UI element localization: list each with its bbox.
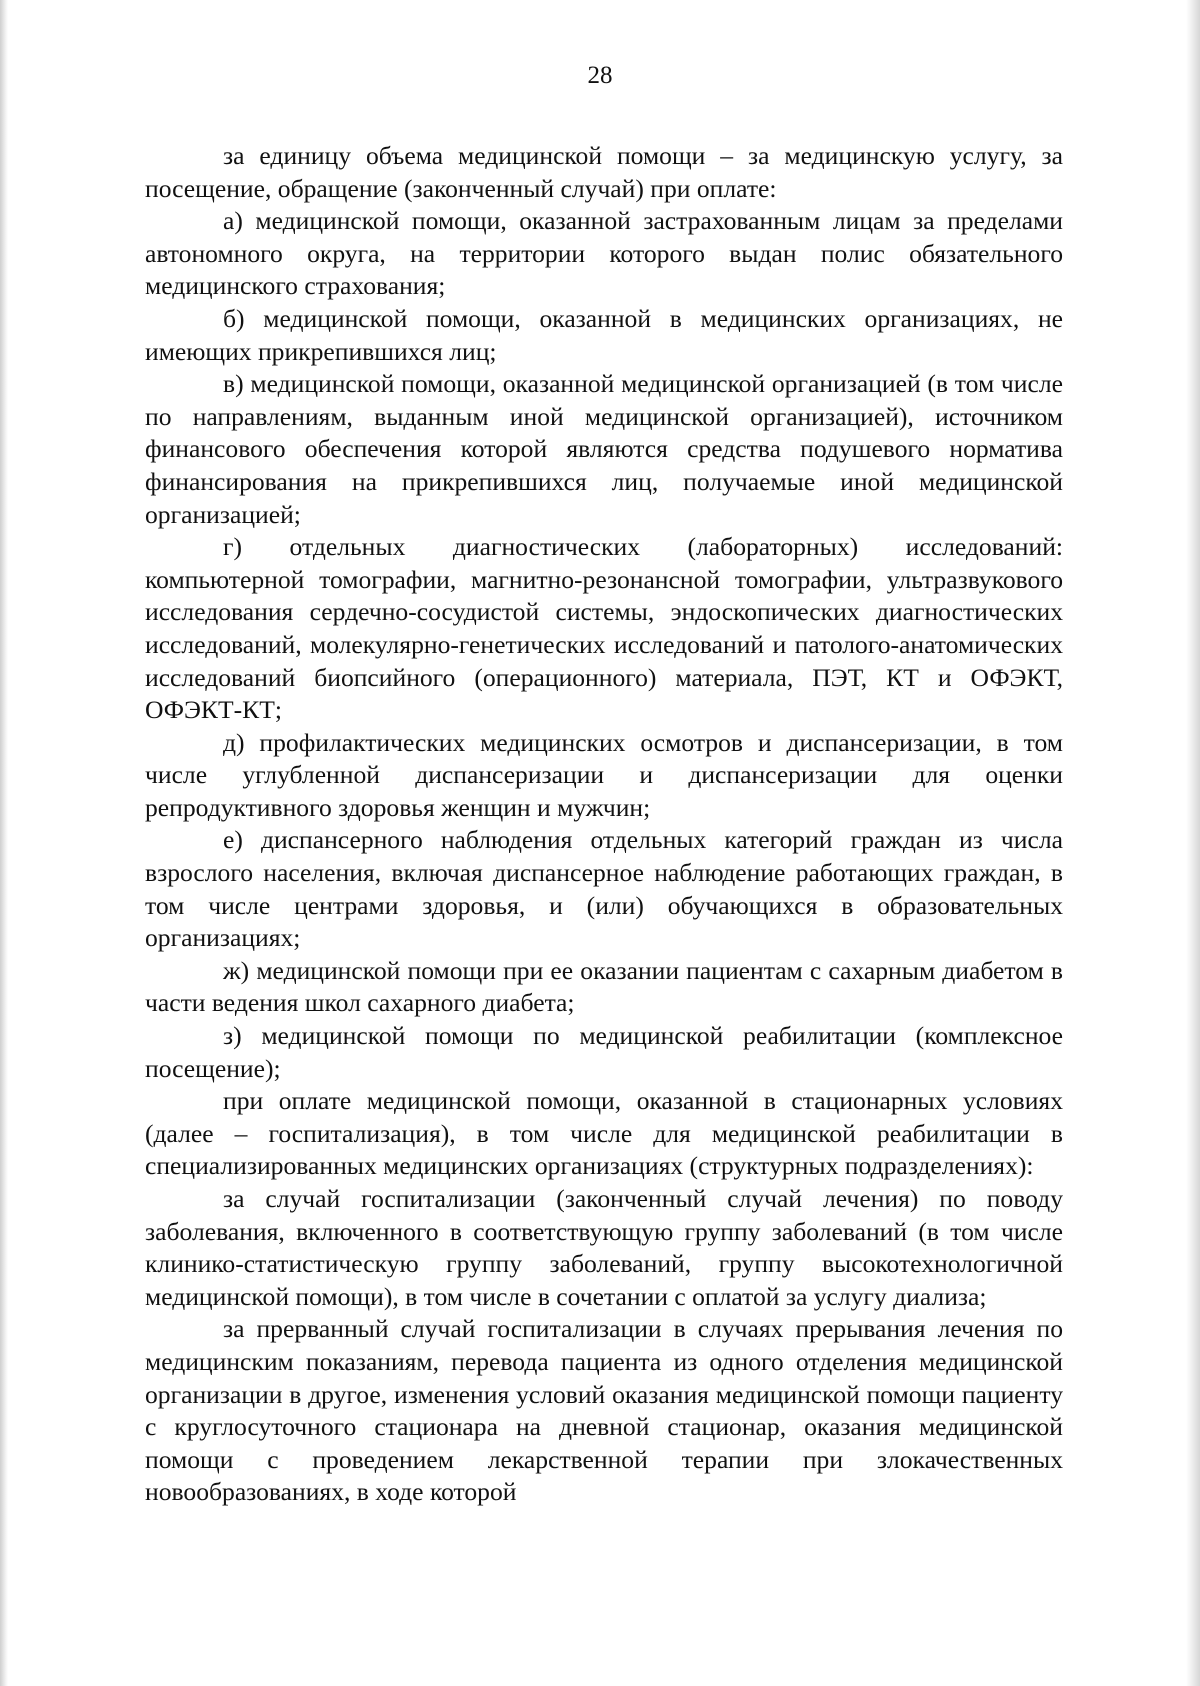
paragraph-interrupted-case: за прерванный случай госпитализации в случаях прерывания лечения по медицинским показаниям, перевода пациента из одного отделения медицинской организации в другое, изменения условий оказания медицинской помощи пациенту с круглосуточного стационара на дневной стационар, оказания медицинской помощи с проведением лекарственной терапии при злокачественных новообразованиях, в ходе которой xyxy=(145,1314,1063,1507)
paragraph-item-z: з) медицинской помощи по медицинской реабилитации (комплексное посещение); xyxy=(145,1021,1063,1083)
scan-edge-right xyxy=(1186,0,1200,1686)
paragraph-item-b: б) медицинской помощи, оказанной в медицинских организациях, не имеющих прикрепившихся лиц; xyxy=(145,303,1063,366)
paragraph-intro: за единицу объема медицинской помощи – за медицинскую услугу, за посещение, обращение (законченный случай) при оплате: xyxy=(145,141,1063,203)
scan-edge-left xyxy=(0,0,8,1686)
paragraph-item-zh: ж) медицинской помощи при ее оказании пациентам с сахарным диабетом в части ведения школ сахарного диабета; xyxy=(145,955,1063,1018)
paragraph-item-e: е) диспансерного наблюдения отдельных категорий граждан из числа взрослого населения, включая диспансерное наблюдение работающих граждан, в том числе центрами здоровья, и (или) обучающихся в образовательных организациях; xyxy=(145,825,1063,953)
paragraph-item-v: в) медицинской помощи, оказанной медицинской организацией (в том числе по направлениям, выданным иной медицинской организацией), источником финансового обеспечения которой являются средства подушевого норматива финансирования на прикрепившихся лиц, получаемые иной медицинской организацией; xyxy=(145,369,1063,529)
paragraph-completed-case: за случай госпитализации (законченный случай лечения) по поводу заболевания, включенного в соответствующую группу заболеваний (в том числе клинико-статистическую группу заболеваний, группу высокотехнологичной медицинской помощи), в том числе в сочетании с оплатой за услугу диализа; xyxy=(145,1184,1063,1311)
paragraph-inpatient: при оплате медицинской помощи, оказанной в стационарных условиях (далее – госпитализация), в том числе для медицинской реабилитации в специализированных медицинских организациях (структурных подразделениях): xyxy=(145,1086,1063,1181)
paragraph-item-a: а) медицинской помощи, оказанной застрахованным лицам за пределами автономного округа, на территории которого выдан полис обязательного медицинского страхования; xyxy=(145,206,1063,301)
page-number: 28 xyxy=(587,62,613,89)
document-body xyxy=(145,140,1063,1509)
paragraph-item-g: г) отдельных диагностических (лабораторных) исследований: компьютерной томографии, магнитно-резонансной томографии, ультразвукового исследования сердечно-сосудистой системы, эндоскопических диагностических исследований, молекулярно-генетических исследований и патолого-анатомических исследований биопсийного (операционного) материала, ПЭТ, КТ и ОФЭКТ, ОФЭКТ-КТ; xyxy=(145,532,1063,725)
paragraph-item-d: д) профилактических медицинских осмотров и диспансеризации, в том числе углубленной диспансеризации и диспансеризации для оценки репродуктивного здоровья женщин и мужчин; xyxy=(145,727,1063,822)
